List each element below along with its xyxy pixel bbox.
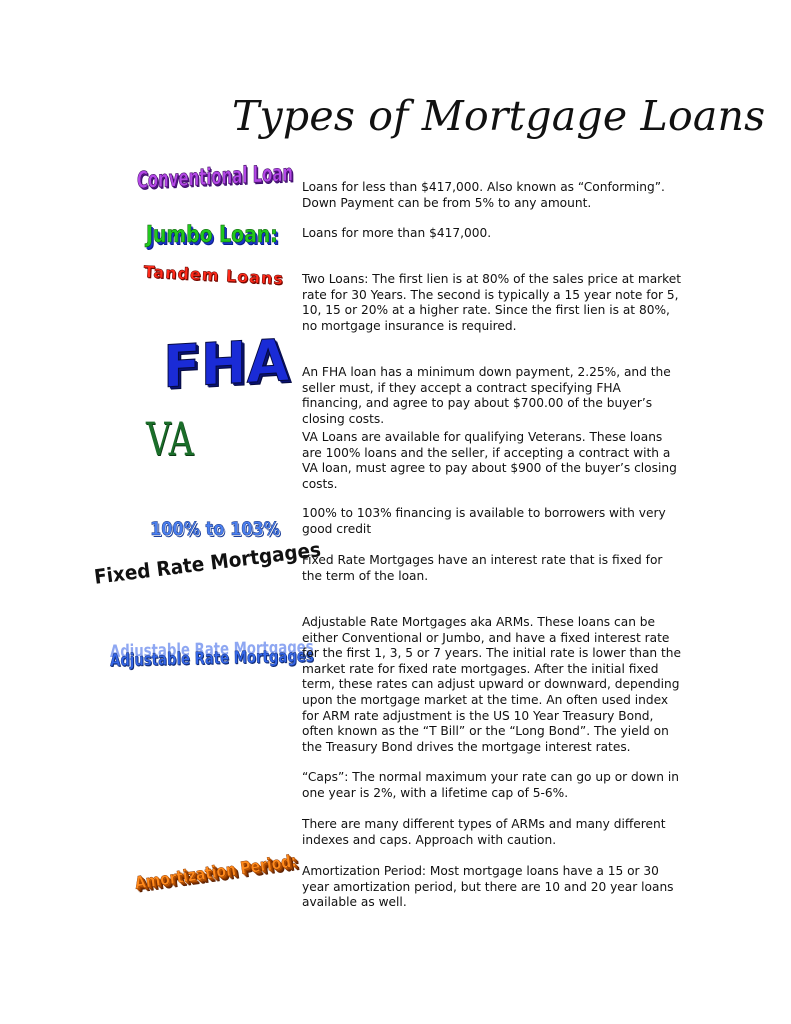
- arm-caution-text: There are many different types of ARMs and many different indexes and caps. Approach with caution.: [302, 817, 666, 847]
- amortization-period-wordart: Amortization Period:: [133, 851, 298, 894]
- va-wordart: VA: [146, 412, 194, 466]
- jumbo-loan-text: Loans for more than $417,000.: [302, 226, 492, 240]
- amortization-period-text: Amortization Period: Most mortgage loans have a 15 or 30 year amortization period, but there are 10 and 20 year loans available as well.: [302, 864, 674, 910]
- conventional-loan-wordart: Conventional Loan: [137, 160, 294, 194]
- fha-wordart: FHA: [163, 326, 290, 401]
- fixed-rate-mortgages-text: Fixed Rate Mortgages have an interest rate that is fixed for the term of the loan.: [302, 553, 663, 583]
- va-text: VA Loans are available for qualifying Veterans. These loans are 100% loans and the seller, if accepting a contract with a VA loan, must agree to pay about $900 of the buyer’s closing costs.: [302, 430, 677, 491]
- adjustable-rate-mortgages-text: Adjustable Rate Mortgages aka ARMs. These loans can be either Conventional or Jumbo, and have a fixed interest rate for the first 1, 3, 5 or 7 years. The initial rate is lower than the market rate for fixed rate mortgages. After the initial fixed term, these rates can adjust upward or downward, depending upon the mortgage market at the time. An often used index for ARM rate adjustment is the US 10 Year Treasury Bond, often known as the “T Bill” or the “Long Bond”. The yield on the Treasury Bond drives the mortgage interest rates.: [302, 615, 682, 754]
- fha-text: An FHA loan has a minimum down payment, 2.25%, and the seller must, if they accept a contract specifying FHA financing, and agree to pay about $700.00 of the buyer’s closing costs.: [302, 365, 671, 426]
- financing-100-103-wordart: 100% to 103%: [150, 518, 280, 540]
- fixed-rate-mortgages-wordart: Fixed Rate Mortgages: [92, 537, 323, 589]
- caps-text: “Caps”: The normal maximum your rate can go up or down in one year is 2%, with a lifetime cap of 5-6%.: [302, 770, 679, 800]
- financing-100-103-text: 100% to 103% financing is available to borrowers with very good credit: [302, 506, 666, 536]
- adjustable-rate-mortgages-wordart: Adjustable Rate Mortgages: [109, 646, 314, 671]
- tandem-loans-wordart: Tandem Loans: [143, 262, 285, 289]
- jumbo-loan-wordart: Jumbo Loan:: [146, 222, 278, 248]
- page-title: Types of Mortgage Loans: [232, 92, 766, 140]
- tandem-loans-text: Two Loans: The first lien is at 80% of the sales price at market rate for 30 Years. The second is typically a 15 year note for 5, 10, 15 or 20% at a higher rate. Since the first lien is at 80%, no mortgage insurance is required.: [302, 272, 682, 333]
- conventional-loan-text: Loans for less than $417,000. Also known as “Conforming”. Down Payment can be from 5% to any amount.: [302, 180, 665, 210]
